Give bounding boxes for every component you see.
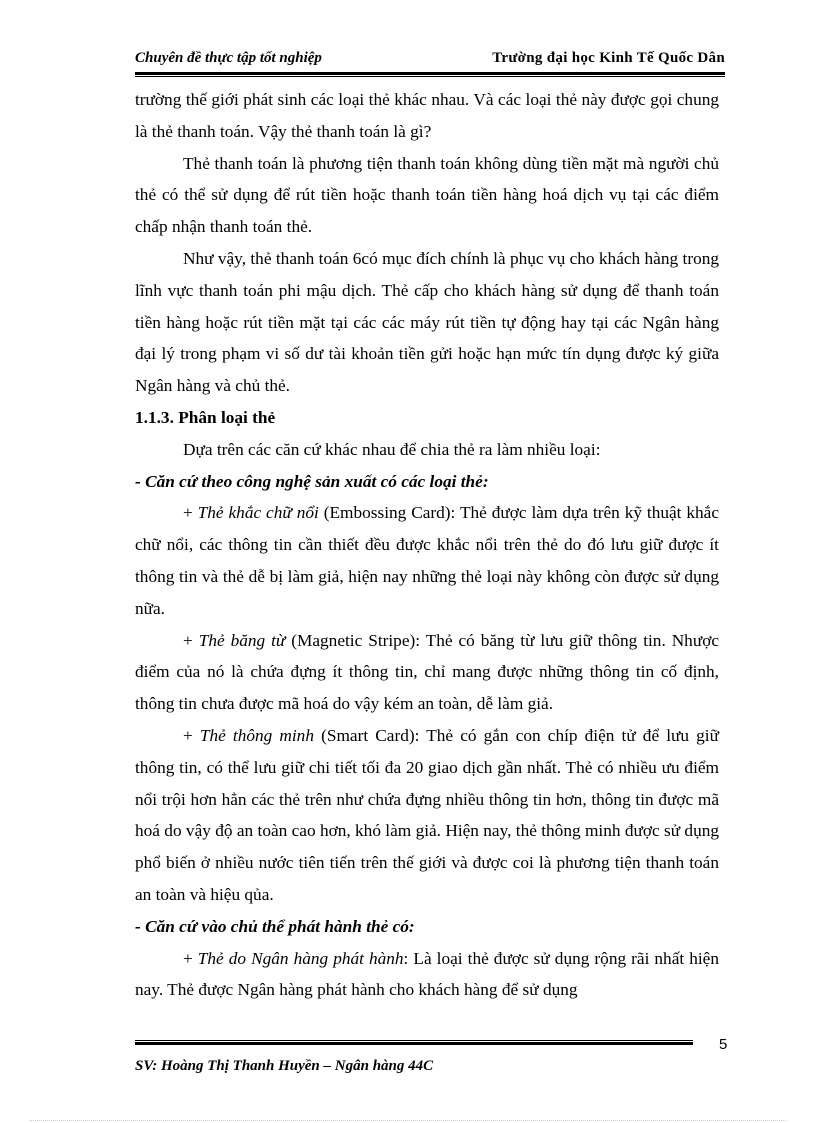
footer-rule-thick [135,1042,693,1045]
item-term: Thẻ khắc chữ nổi [197,503,319,523]
subheading-issuer: - Căn cứ vào chủ thể phát hành thẻ có: [135,916,415,936]
paragraph-2: Thẻ thanh toán là phương tiện thanh toán không dùng tiền mặt mà người chủ thẻ có thể sử dụng để rút tiền hoặc thanh toán tiền hàng hoá dịch vụ tại các điểm chấp nhận thanh toán thẻ. [135,153,719,237]
section-heading: 1.1.3. Phân loại thẻ [135,407,276,427]
list-item-magnetic [135,625,719,720]
item-text: (Embossing Card): Thẻ được làm dựa trên kỹ thuật khắc chữ nổi, các thông tin cần thiết đều được khắc nổi trên thẻ do đó lưu giữ được ít thông tin và thẻ dễ bị làm giả, hiện nay những thẻ loại này không còn được sử dụng nữa. [135,503,719,618]
item-term: Thẻ do Ngân hàng phát hành [197,948,404,968]
item-prefix: + [183,503,198,523]
list-item-bank-issued [135,943,719,1007]
header-rule-thin [135,76,725,77]
header-school: Trường đại học Kinh Tế Quốc Dân [492,50,725,66]
list-item-smart [135,720,719,911]
item-text: (Smart Card): Thẻ có gắn con chíp điện tử để lưu giữ thông tin, có thể lưu giữ chi tiết tối đa 20 giao dịch gần nhất. Thẻ có nhiều ưu điểm nổi trội hơn hẳn các thẻ trên như chứa đựng nhiều thông tin hơn, thông tin được mã hoá do vậy độ an toàn cao hơn, khó làm giả. Hiện nay, thẻ thông minh được sử dụng phổ biến ở nhiều nước tiên tiến trên thế giới và được coi là phương tiện thanh toán an toàn và hiệu qủa. [135,725,719,904]
item-prefix: + [183,725,200,745]
item-prefix: + [183,630,199,650]
item-prefix: + [183,948,198,968]
subheading-technology: - Căn cứ theo công nghệ sản xuất có các loại thẻ: [135,471,489,491]
header-rule-thick [135,72,725,75]
header-title: Chuyên đề thực tập tốt nghiệp [135,50,322,66]
page-header [135,50,725,72]
item-text: : Là loại thẻ được sử dụng rộng rãi nhất hiện nay. Thẻ được Ngân hàng phát hành cho khách hàng để sử dụng [135,948,719,1000]
page-number: 5 [719,1036,728,1053]
item-term: Thẻ thông minh [199,725,314,745]
item-term: Thẻ băng từ [198,630,286,650]
item-text: (Magnetic Stripe): Thẻ có băng từ lưu giữ thông tin. Nhược điểm của nó là chứa đựng ít thông tin, chỉ mang được những thông tin cố định, thông tin chưa được mã hoá do vậy kém an toàn, dễ làm giả. [135,630,720,714]
paragraph-3: Như vậy, thẻ thanh toán 6có mục đích chính là phục vụ cho khách hàng trong lĩnh vực thanh toán phi mậu dịch. Thẻ cấp cho khách hàng sử dụng để thanh toán tiền hàng hoặc rút tiền mặt tại các các máy rút tiền tự động hay tại các Ngân hàng đại lý trong phạm vi số dư tài khoản tiền gửi hoặc hạn mức tín dụng được ký giữa Ngân hàng và chủ thẻ. [135,248,719,396]
page-bottom-border [30,1120,786,1121]
footer-rule-thin [135,1040,693,1041]
paragraph-4: Dựa trên các căn cứ khác nhau để chia thẻ ra làm nhiều loại: [183,439,601,459]
list-item-embossing [135,497,719,624]
paragraph-1: trường thế giới phát sinh các loại thẻ khác nhau. Và các loại thẻ này được gọi chung là thẻ thanh toán. Vậy thẻ thanh toán là gì? [135,90,719,141]
page-body [135,84,719,1006]
page-footer: SV: Hoàng Thị Thanh Huyền – Ngân hàng 44C [135,1058,434,1074]
